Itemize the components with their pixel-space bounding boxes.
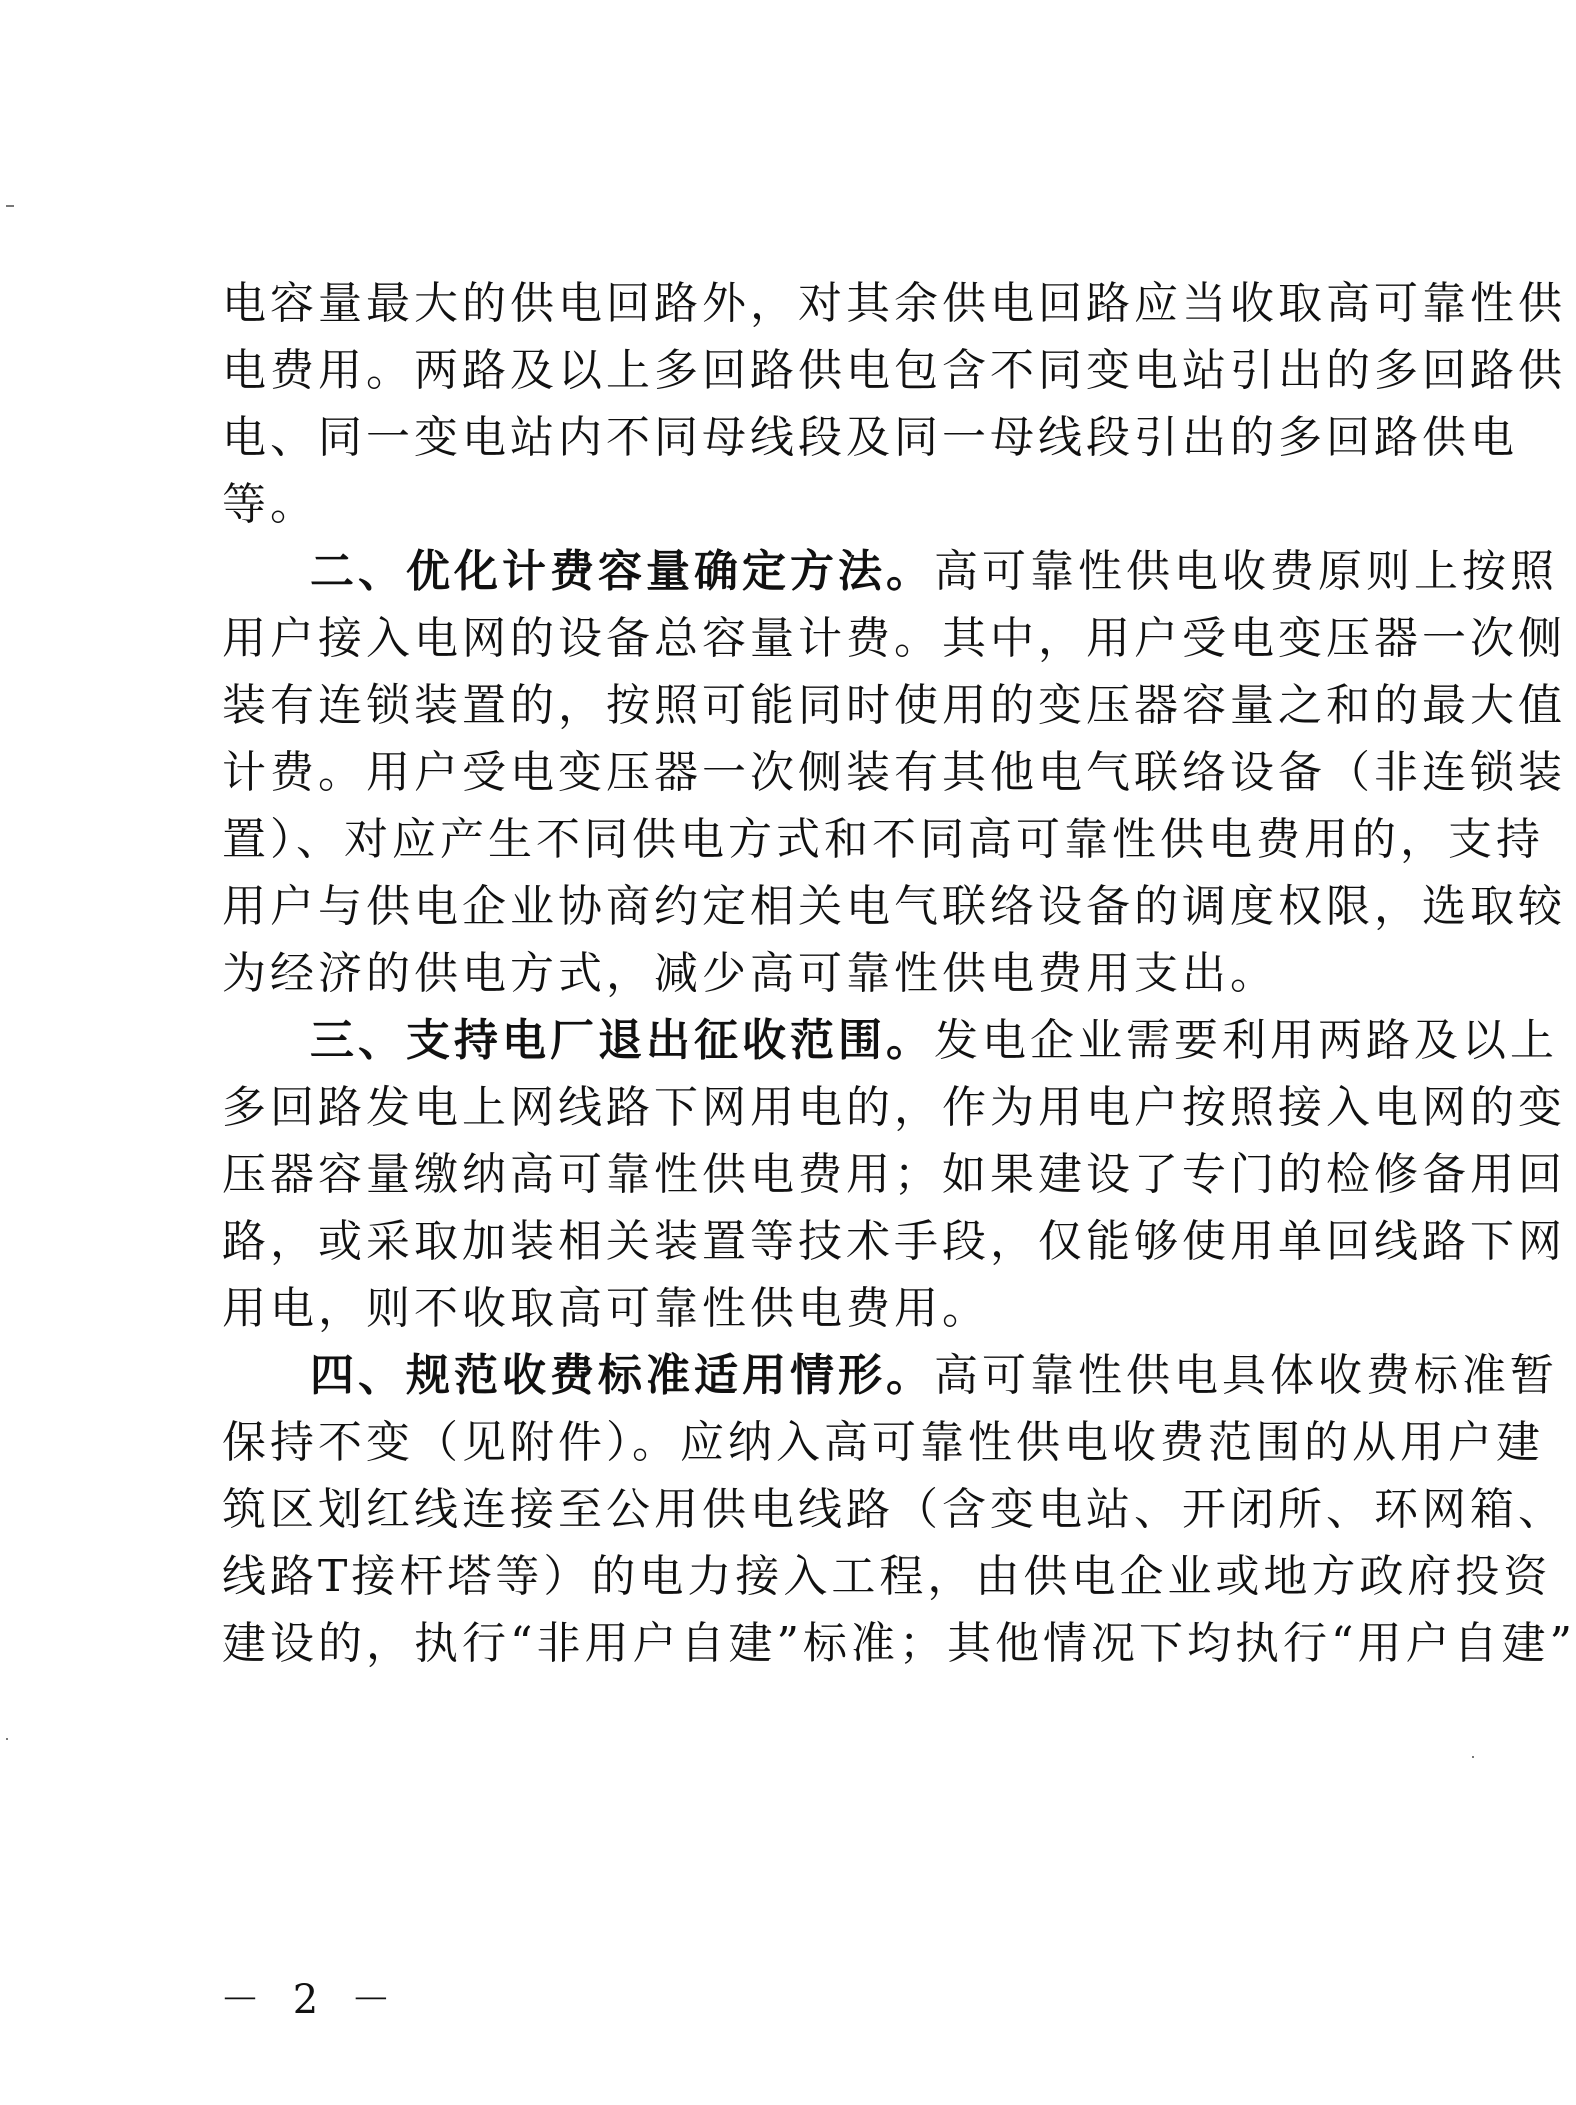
text-line: 用户与供电企业协商约定相关电气联络设备的调度权限，选取较 bbox=[222, 881, 1566, 932]
text-line: 电容量最大的供电回路外，对其余供电回路应当收取高可靠性供 bbox=[222, 278, 1566, 329]
text-line: 置）、对应产生不同供电方式和不同高可靠性供电费用的，支持 bbox=[222, 814, 1544, 865]
scan-artifact-mark bbox=[6, 205, 14, 207]
text-line: 线路T接杆塔等）的电力接入工程，由供电企业或地方政府投资 bbox=[222, 1551, 1552, 1602]
paragraph-first-line bbox=[222, 1342, 1558, 1409]
page-number: － 2 － bbox=[220, 1977, 401, 2023]
paragraph-first-line bbox=[222, 1007, 1558, 1074]
text-run: 高可靠性供电具体收费标准暂 bbox=[934, 1350, 1558, 1401]
text-line: 等。 bbox=[222, 479, 318, 530]
text-line: 建设的，执行“非用户自建”标准；其他情况下均执行“用户自建” bbox=[222, 1618, 1576, 1669]
paragraph-first-line bbox=[222, 538, 1558, 605]
text-line: 为经济的供电方式，减少高可靠性供电费用支出。 bbox=[222, 948, 1278, 999]
text-line: 用电，则不收取高可靠性供电费用。 bbox=[222, 1283, 990, 1334]
scan-artifact-mark bbox=[1472, 1756, 1474, 1758]
text-line: 电费用。两路及以上多回路供电包含不同变电站引出的多回路供 bbox=[222, 345, 1566, 396]
text-run: 高可靠性供电收费原则上按照 bbox=[934, 546, 1558, 597]
section-heading: 二、优化计费容量确定方法。 bbox=[310, 546, 934, 597]
text-line: 路，或采取加装相关装置等技术手段，仅能够使用单回线路下网 bbox=[222, 1216, 1566, 1267]
scan-artifact-mark bbox=[6, 1738, 8, 1740]
section-heading: 四、规范收费标准适用情形。 bbox=[310, 1350, 934, 1401]
text-line: 保持不变（见附件）。应纳入高可靠性供电收费范围的从用户建 bbox=[222, 1417, 1544, 1468]
document-body bbox=[222, 270, 1576, 1677]
text-line: 压器容量缴纳高可靠性供电费用；如果建设了专门的检修备用回 bbox=[222, 1149, 1566, 1200]
text-line: 多回路发电上网线路下网用电的，作为用电户按照接入电网的变 bbox=[222, 1082, 1566, 1133]
text-line: 筑区划红线连接至公用供电线路（含变电站、开闭所、环网箱、 bbox=[222, 1484, 1566, 1535]
section-heading: 三、支持电厂退出征收范围。 bbox=[310, 1015, 934, 1066]
text-line: 电、同一变电站内不同母线段及同一母线段引出的多回路供电 bbox=[222, 412, 1518, 463]
text-run: 发电企业需要利用两路及以上 bbox=[934, 1015, 1558, 1066]
text-line: 装有连锁装置的，按照可能同时使用的变压器容量之和的最大值 bbox=[222, 680, 1566, 731]
text-line: 计费。用户受电变压器一次侧装有其他电气联络设备（非连锁装 bbox=[222, 747, 1566, 798]
text-line: 用户接入电网的设备总容量计费。其中，用户受电变压器一次侧 bbox=[222, 613, 1566, 664]
